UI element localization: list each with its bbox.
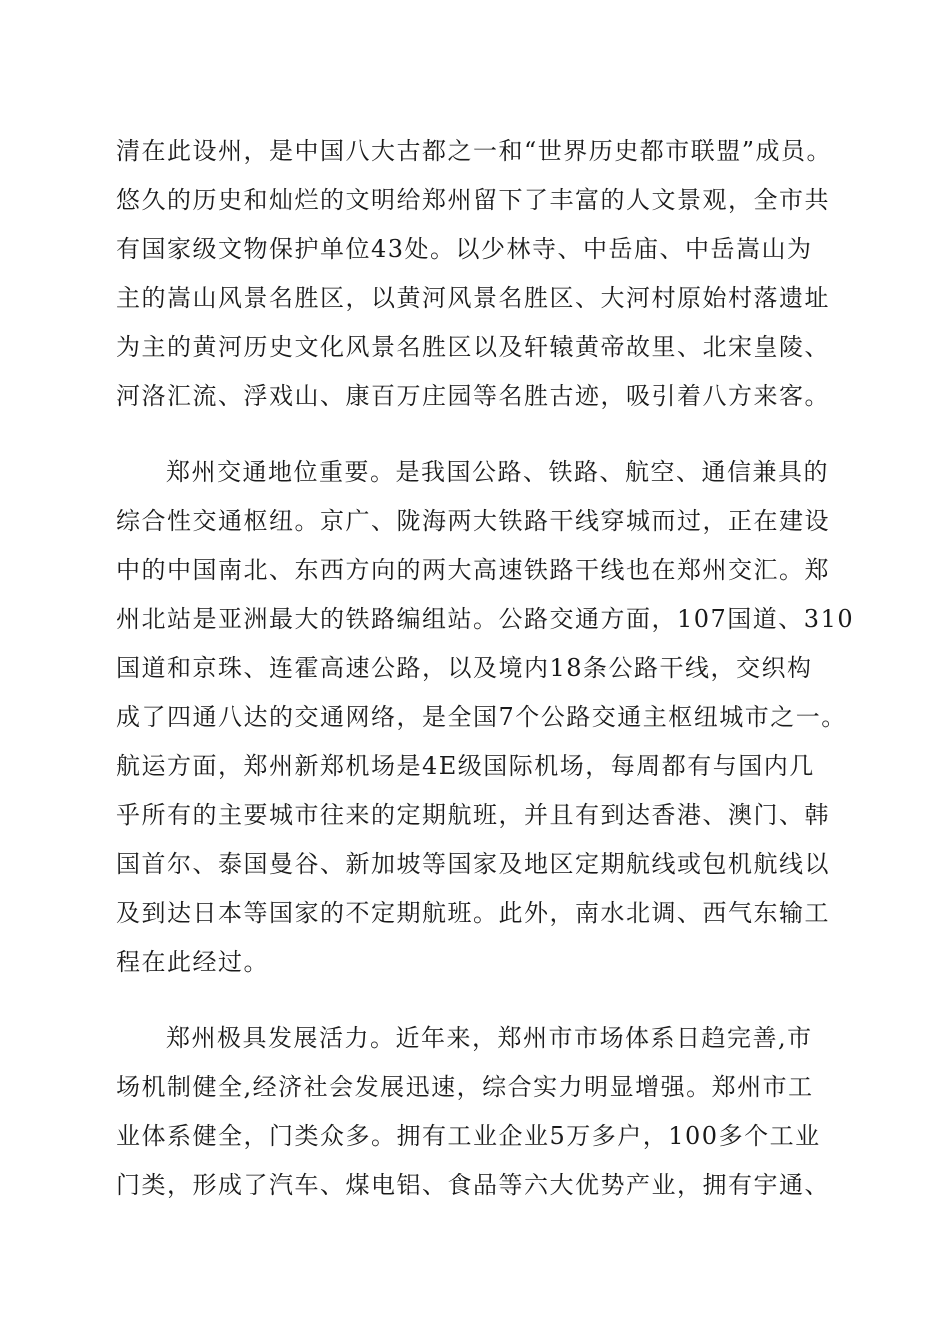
paragraph-2-line-4: 州北站是亚洲最大的铁路编组站。公路交通方面，107国道、310	[116, 605, 855, 633]
paragraph-1-line-5: 为主的黄河历史文化风景名胜区以及轩辕黄帝故里、北宋皇陵、	[116, 333, 830, 361]
paragraph-2-line-6: 成了四通八达的交通网络，是全国7个公路交通主枢纽城市之一。	[116, 703, 847, 731]
paragraph-2-line-7: 航运方面，郑州新郑机场是4E级国际机场，每周都有与国内几	[116, 752, 815, 780]
paragraph-2-line-11: 程在此经过。	[116, 948, 269, 976]
paragraph-3-line-3: 业体系健全，门类众多。拥有工业企业5万多户，100多个工业	[116, 1122, 821, 1150]
paragraph-2-line-2: 综合性交通枢纽。京广、陇海两大铁路干线穿城而过，正在建设	[116, 507, 830, 535]
paragraph-2-line-3: 中的中国南北、东西方向的两大高速铁路干线也在郑州交汇。郑	[116, 556, 830, 584]
paragraph-1-line-1: 清在此设州，是中国八大古都之一和“世界历史都市联盟”成员。	[116, 137, 833, 165]
paragraph-2-line-10: 及到达日本等国家的不定期航班。此外，南水北调、西气东输工	[116, 899, 830, 927]
paragraph-1-line-2: 悠久的历史和灿烂的文明给郑州留下了丰富的人文景观，全市共	[116, 186, 830, 214]
paragraph-1-line-4: 主的嵩山风景名胜区，以黄河风景名胜区、大河村原始村落遗址	[116, 284, 830, 312]
paragraph-1-line-6: 河洛汇流、浮戏山、康百万庄园等名胜古迹，吸引着八方来客。	[116, 382, 830, 410]
paragraph-1-line-3: 有国家级文物保护单位43处。以少林寺、中岳庙、中岳嵩山为	[116, 235, 813, 263]
paragraph-2-line-8: 乎所有的主要城市往来的定期航班，并且有到达香港、澳门、韩	[116, 801, 830, 829]
paragraph-3-line-1: 郑州极具发展活力。近年来，郑州市市场体系日趋完善,市	[166, 1024, 813, 1052]
paragraph-2-line-5: 国道和京珠、连霍高速公路，以及境内18条公路干线，交织构	[116, 654, 813, 682]
paragraph-3-line-2: 场机制健全,经济社会发展迅速，综合实力明显增强。郑州市工	[116, 1073, 814, 1101]
paragraph-2-line-1: 郑州交通地位重要。是我国公路、铁路、航空、通信兼具的	[166, 458, 829, 486]
paragraph-2-line-9: 国首尔、泰国曼谷、新加坡等国家及地区定期航线或包机航线以	[116, 850, 830, 878]
paragraph-3-line-4: 门类，形成了汽车、煤电铝、食品等六大优势产业，拥有宇通、	[116, 1171, 830, 1199]
